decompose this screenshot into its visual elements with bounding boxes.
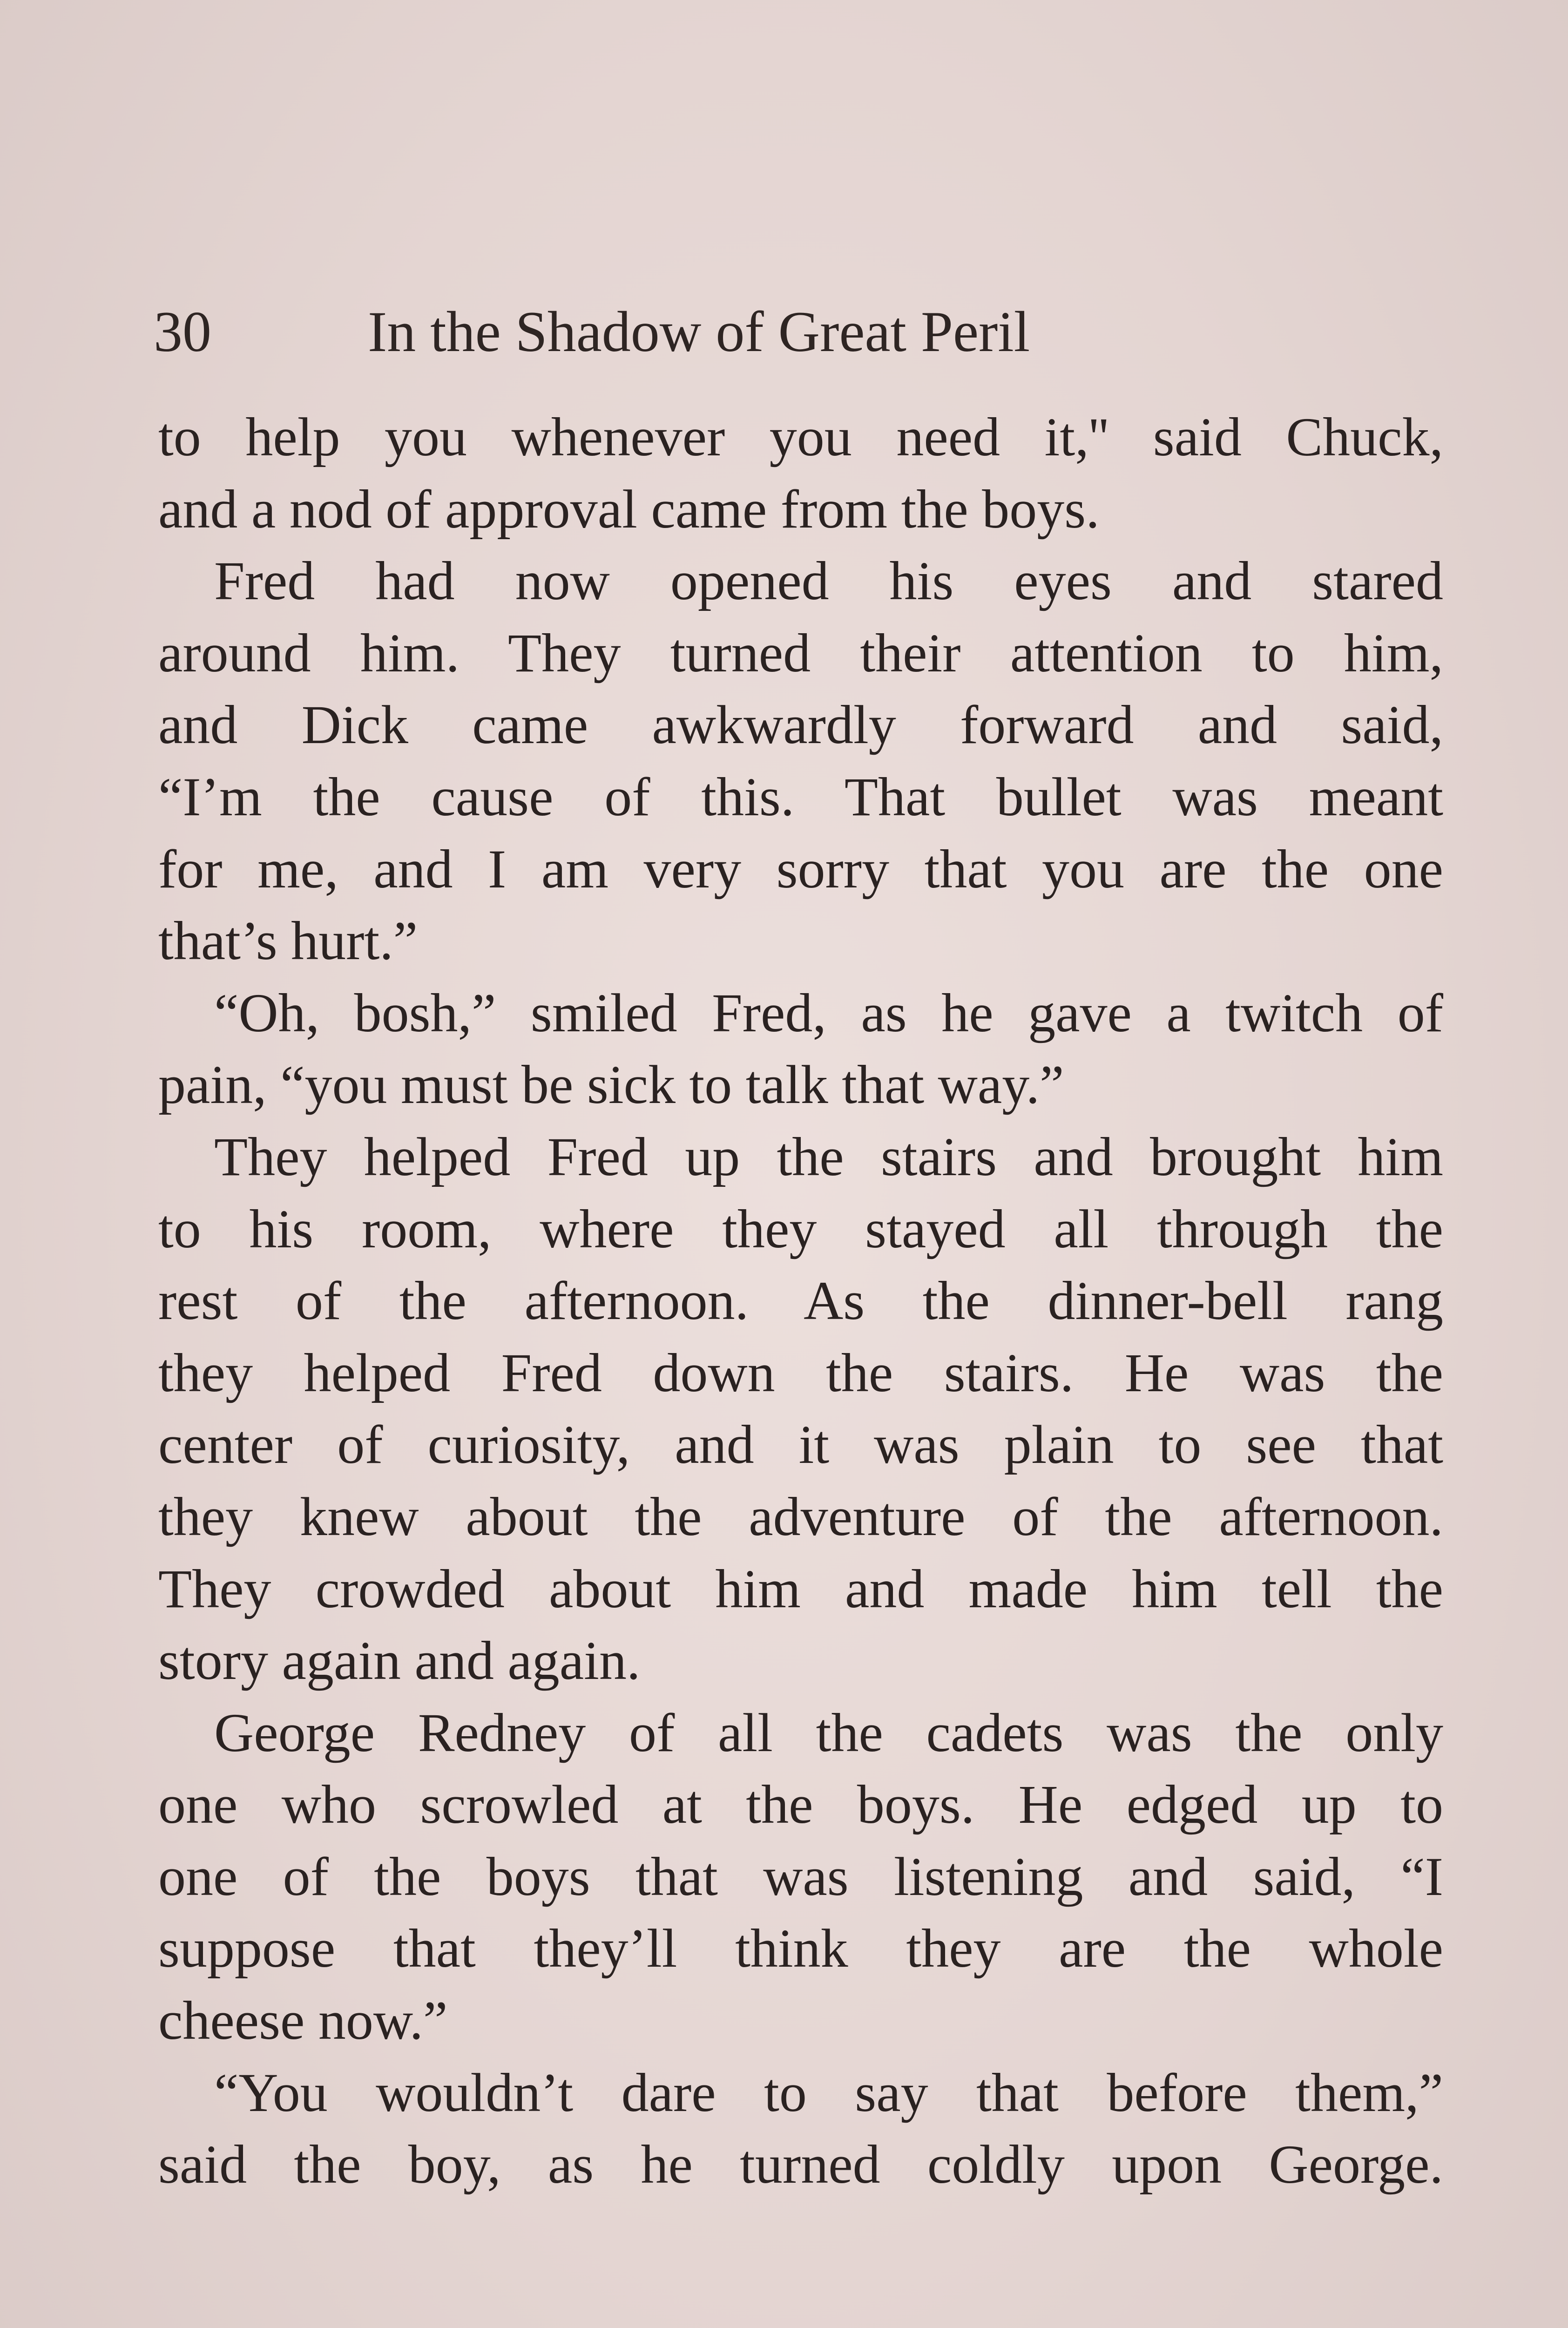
text-line: to his room, where they stayed all through the bbox=[158, 1198, 1443, 1259]
paragraph bbox=[158, 545, 1443, 977]
text-line: that’s hurt.” bbox=[158, 910, 418, 972]
paragraph bbox=[158, 977, 1443, 1121]
text-line: they helped Fred down the stairs. He was the bbox=[158, 1342, 1443, 1403]
text-line: and Dick came awkwardly forward and said, bbox=[158, 694, 1443, 756]
text-line: rest of the afternoon. As the dinner-bell rang bbox=[158, 1270, 1443, 1332]
text-line: They crowded about him and made him tell the bbox=[158, 1558, 1443, 1619]
text-line: cheese now.” bbox=[158, 1990, 448, 2051]
text-line: for me, and I am very sorry that you are the one bbox=[158, 838, 1443, 900]
text-line: They helped Fred up the stairs and brought him bbox=[214, 1126, 1443, 1187]
text-line: story again and again. bbox=[158, 1630, 641, 1692]
text-line: “Oh, bosh,” smiled Fred, as he gave a twitch of bbox=[214, 982, 1443, 1043]
body-text bbox=[158, 401, 1443, 2201]
text-line: one of the boys that was listening and said, “I bbox=[158, 1846, 1443, 1907]
paragraph bbox=[158, 2057, 1443, 2201]
text-line: to help you whenever you need it,'' said Chuck, bbox=[158, 406, 1443, 467]
text-line: George Redney of all the cadets was the only bbox=[214, 1702, 1443, 1763]
page-header bbox=[154, 292, 1448, 372]
text-line: and a nod of approval came from the boys. bbox=[158, 478, 1100, 540]
paragraph bbox=[158, 1697, 1443, 2057]
text-line: they knew about the adventure of the afternoon. bbox=[158, 1486, 1443, 1547]
page-number: 30 bbox=[154, 300, 211, 364]
text-line: Fred had now opened his eyes and stared bbox=[214, 550, 1443, 612]
text-line: pain, “you must be sick to talk that way.” bbox=[158, 1054, 1064, 1116]
text-line: “I’m the cause of this. That bullet was meant bbox=[158, 766, 1443, 827]
text-line: one who scrowled at the boys. He edged up to bbox=[158, 1774, 1443, 1835]
text-line: around him. They turned their attention to him, bbox=[158, 622, 1443, 684]
text-line: center of curiosity, and it was plain to see that bbox=[158, 1414, 1443, 1475]
paragraph bbox=[158, 401, 1443, 545]
text-line: suppose that they’ll think they are the whole bbox=[158, 1918, 1443, 1979]
text-line: “You wouldn’t dare to say that before them,” bbox=[214, 2062, 1443, 2123]
running-title: In the Shadow of Great Peril bbox=[368, 300, 1030, 364]
paragraph bbox=[158, 1121, 1443, 1697]
text-line: said the boy, as he turned coldly upon George. bbox=[158, 2134, 1443, 2195]
